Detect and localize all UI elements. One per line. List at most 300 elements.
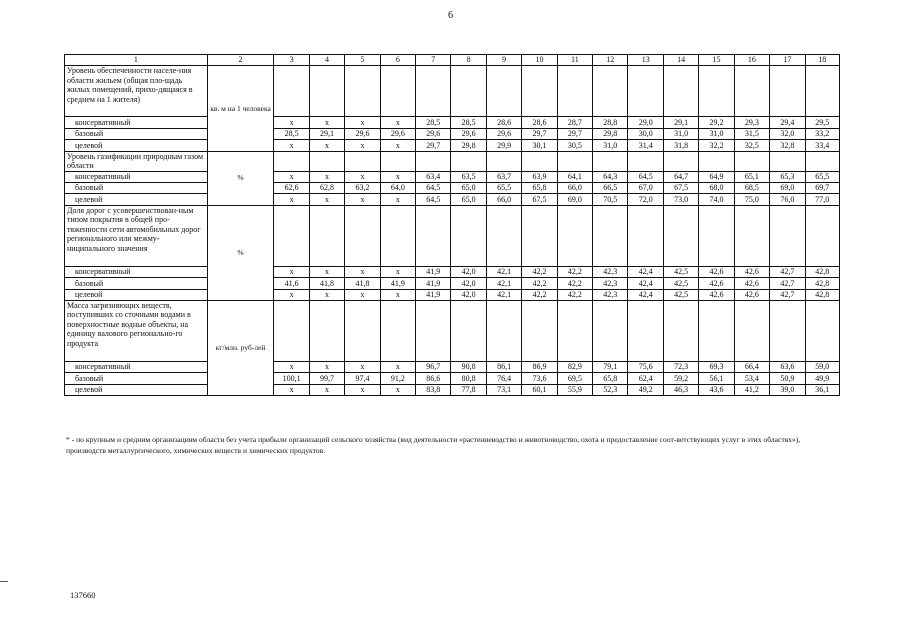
- value-cell: 63,5: [451, 171, 486, 182]
- value-cell: 42,0: [451, 266, 486, 277]
- scenario-label: базовый: [65, 373, 208, 384]
- value-cell: 46,3: [663, 384, 698, 395]
- empty-cell: [486, 300, 521, 361]
- value-cell: 64,3: [593, 171, 628, 182]
- value-cell: 65,3: [770, 171, 805, 182]
- empty-cell: [345, 205, 380, 266]
- value-cell: 91,2: [380, 373, 415, 384]
- empty-cell: [486, 151, 521, 171]
- column-header: 4: [309, 55, 344, 66]
- value-cell: 28,7: [557, 117, 592, 128]
- unit-cell: %: [207, 205, 274, 300]
- value-cell: 66,5: [593, 182, 628, 193]
- value-cell: 56,1: [699, 373, 734, 384]
- value-cell: 36,1: [805, 384, 839, 395]
- margin-mark: [0, 581, 8, 582]
- value-cell: 64,0: [380, 182, 415, 193]
- value-cell: 42,8: [805, 278, 839, 289]
- column-header: 6: [380, 55, 415, 66]
- column-header: 8: [451, 55, 486, 66]
- empty-cell: [699, 66, 734, 117]
- empty-cell: [770, 66, 805, 117]
- value-cell: 29,7: [416, 140, 451, 151]
- value-cell: 41,8: [309, 278, 344, 289]
- value-cell: 69,0: [770, 182, 805, 193]
- value-cell: 42,1: [486, 289, 521, 300]
- empty-cell: [557, 66, 592, 117]
- value-cell: 76,0: [770, 194, 805, 205]
- value-cell: 29,5: [805, 117, 839, 128]
- empty-cell: [557, 205, 592, 266]
- section-title-row: [65, 151, 840, 171]
- empty-cell: [416, 205, 451, 266]
- value-cell: 42,2: [557, 289, 592, 300]
- value-cell: 96,7: [416, 361, 451, 372]
- scenario-label: целевой: [65, 289, 208, 300]
- value-cell: 70,5: [593, 194, 628, 205]
- value-cell: 62,8: [309, 182, 344, 193]
- value-cell: 82,9: [557, 361, 592, 372]
- page-number: 6: [448, 10, 453, 21]
- value-cell: 59,2: [663, 373, 698, 384]
- empty-cell: [628, 300, 663, 361]
- value-cell: 31,5: [734, 128, 769, 139]
- empty-cell: [486, 205, 521, 266]
- value-cell: 77,0: [805, 194, 839, 205]
- value-cell: x: [274, 361, 309, 372]
- value-cell: 30,5: [557, 140, 592, 151]
- empty-cell: [522, 151, 557, 171]
- value-cell: 65,0: [451, 182, 486, 193]
- value-cell: 64,5: [628, 171, 663, 182]
- column-header: 2: [207, 55, 274, 66]
- column-header: 16: [734, 55, 769, 66]
- value-cell: 29,2: [699, 117, 734, 128]
- footnote: * - по крупным и средним организациям области без учета прибыли организаций сельского хозяйства (вид деятельности «растениеводство и животноводство, охота и предоставление соот-ветствующих услуг в этих областях»), производств металлургического, химических веществ и химических продуктов.: [66, 435, 801, 455]
- value-cell: 42,8: [805, 289, 839, 300]
- indicator-title: Масса загрязняющих веществ, поступивших со сточными водами в поверхностные водные объекты, на единицу валового регионально-го продукта: [65, 300, 208, 361]
- column-header: 12: [593, 55, 628, 66]
- empty-cell: [663, 66, 698, 117]
- scenario-label: целевой: [65, 194, 208, 205]
- unit-cell: %: [207, 151, 274, 205]
- value-cell: 28,6: [522, 117, 557, 128]
- value-cell: x: [380, 140, 415, 151]
- value-cell: 41,9: [416, 278, 451, 289]
- value-cell: 66,0: [486, 194, 521, 205]
- section-title-row: [65, 300, 840, 361]
- value-cell: 28,5: [416, 117, 451, 128]
- empty-cell: [663, 205, 698, 266]
- value-cell: x: [274, 194, 309, 205]
- value-cell: 69,7: [805, 182, 839, 193]
- value-cell: x: [309, 140, 344, 151]
- value-cell: x: [380, 361, 415, 372]
- value-cell: x: [309, 171, 344, 182]
- scenario-row: [65, 384, 840, 395]
- empty-cell: [734, 66, 769, 117]
- empty-cell: [416, 300, 451, 361]
- value-cell: 74,0: [699, 194, 734, 205]
- empty-cell: [805, 205, 839, 266]
- section-title-row: [65, 66, 840, 117]
- value-cell: 65,8: [522, 182, 557, 193]
- value-cell: 67,5: [522, 194, 557, 205]
- value-cell: 75,6: [628, 361, 663, 372]
- value-cell: 29,6: [486, 128, 521, 139]
- value-cell: 86,1: [486, 361, 521, 372]
- scenario-row: [65, 289, 840, 300]
- scenario-row: [65, 140, 840, 151]
- value-cell: x: [345, 384, 380, 395]
- value-cell: 90,8: [451, 361, 486, 372]
- empty-cell: [593, 205, 628, 266]
- value-cell: 68,5: [734, 182, 769, 193]
- value-cell: 42,5: [663, 278, 698, 289]
- column-header: 3: [274, 55, 309, 66]
- column-header: 10: [522, 55, 557, 66]
- value-cell: 99,7: [309, 373, 344, 384]
- value-cell: 42,2: [557, 266, 592, 277]
- scenario-row: [65, 278, 840, 289]
- scenario-row: [65, 361, 840, 372]
- indicator-title: Уровень газификации природным газом области: [65, 151, 208, 171]
- empty-cell: [593, 66, 628, 117]
- empty-cell: [805, 151, 839, 171]
- value-cell: x: [345, 289, 380, 300]
- value-cell: 32,5: [734, 140, 769, 151]
- empty-cell: [593, 300, 628, 361]
- column-header: 14: [663, 55, 698, 66]
- column-header: 18: [805, 55, 839, 66]
- value-cell: 72,0: [628, 194, 663, 205]
- value-cell: 55,9: [557, 384, 592, 395]
- value-cell: 41,9: [380, 278, 415, 289]
- value-cell: 42,8: [805, 266, 839, 277]
- value-cell: 42,2: [522, 266, 557, 277]
- value-cell: 41,8: [345, 278, 380, 289]
- scenario-row: [65, 128, 840, 139]
- empty-cell: [522, 66, 557, 117]
- scenario-label: базовый: [65, 278, 208, 289]
- value-cell: 42,6: [734, 266, 769, 277]
- value-cell: x: [345, 266, 380, 277]
- value-cell: 41,9: [416, 266, 451, 277]
- column-header: 1: [65, 55, 208, 66]
- value-cell: 42,6: [734, 278, 769, 289]
- scenario-row: [65, 117, 840, 128]
- value-cell: 59,0: [805, 361, 839, 372]
- scenario-label: консервативный: [65, 171, 208, 182]
- empty-cell: [309, 66, 344, 117]
- unit-cell: кг/млн. руб-лей: [207, 300, 274, 395]
- value-cell: 65,8: [593, 373, 628, 384]
- value-cell: 42,2: [522, 289, 557, 300]
- value-cell: x: [345, 140, 380, 151]
- empty-cell: [663, 300, 698, 361]
- value-cell: 42,3: [593, 266, 628, 277]
- value-cell: 42,5: [663, 289, 698, 300]
- value-cell: x: [380, 171, 415, 182]
- value-cell: 42,3: [593, 289, 628, 300]
- value-cell: 66,4: [734, 361, 769, 372]
- empty-cell: [345, 66, 380, 117]
- value-cell: 52,3: [593, 384, 628, 395]
- value-cell: 42,4: [628, 289, 663, 300]
- value-cell: 39,0: [770, 384, 805, 395]
- value-cell: 63,9: [522, 171, 557, 182]
- empty-cell: [805, 66, 839, 117]
- value-cell: 42,1: [486, 266, 521, 277]
- value-cell: 100,1: [274, 373, 309, 384]
- scenario-label: базовый: [65, 128, 208, 139]
- value-cell: 29,6: [451, 128, 486, 139]
- value-cell: 41,6: [274, 278, 309, 289]
- empty-cell: [416, 66, 451, 117]
- value-cell: 29,3: [734, 117, 769, 128]
- value-cell: 42,4: [628, 266, 663, 277]
- value-cell: 31,4: [628, 140, 663, 151]
- empty-cell: [593, 151, 628, 171]
- scenario-row: [65, 182, 840, 193]
- value-cell: 31,8: [663, 140, 698, 151]
- value-cell: 86,6: [416, 373, 451, 384]
- empty-cell: [416, 151, 451, 171]
- header-row: [65, 55, 840, 66]
- value-cell: 29,1: [663, 117, 698, 128]
- section-title-row: [65, 205, 840, 266]
- value-cell: 31,0: [699, 128, 734, 139]
- value-cell: x: [380, 266, 415, 277]
- value-cell: x: [380, 117, 415, 128]
- value-cell: 65,5: [805, 171, 839, 182]
- value-cell: 69,3: [699, 361, 734, 372]
- value-cell: 42,0: [451, 278, 486, 289]
- value-cell: 63,2: [345, 182, 380, 193]
- value-cell: x: [309, 266, 344, 277]
- value-cell: 28,5: [451, 117, 486, 128]
- value-cell: 42,7: [770, 266, 805, 277]
- value-cell: 30,1: [522, 140, 557, 151]
- value-cell: 73,0: [663, 194, 698, 205]
- value-cell: x: [380, 194, 415, 205]
- value-cell: 64,9: [699, 171, 734, 182]
- empty-cell: [451, 300, 486, 361]
- value-cell: 28,5: [274, 128, 309, 139]
- empty-cell: [628, 151, 663, 171]
- empty-cell: [770, 300, 805, 361]
- value-cell: 42,6: [699, 289, 734, 300]
- value-cell: 86,9: [522, 361, 557, 372]
- value-cell: 29,7: [557, 128, 592, 139]
- value-cell: 63,4: [416, 171, 451, 182]
- scenario-label: консервативный: [65, 117, 208, 128]
- value-cell: 53,4: [734, 373, 769, 384]
- value-cell: 67,0: [628, 182, 663, 193]
- empty-cell: [628, 66, 663, 117]
- empty-cell: [451, 205, 486, 266]
- value-cell: 64,5: [416, 182, 451, 193]
- empty-cell: [380, 151, 415, 171]
- value-cell: 83,8: [416, 384, 451, 395]
- value-cell: x: [309, 384, 344, 395]
- value-cell: 62,4: [628, 373, 663, 384]
- value-cell: 42,0: [451, 289, 486, 300]
- indicator-title: Уровень обеспеченности населе-ния области жильем (общая пло-щадь жилых помещений, прихо-дящаяся в среднем на 1 жителя): [65, 66, 208, 117]
- value-cell: 75,0: [734, 194, 769, 205]
- value-cell: 29,0: [628, 117, 663, 128]
- value-cell: x: [345, 171, 380, 182]
- column-header: 13: [628, 55, 663, 66]
- value-cell: 65,5: [486, 182, 521, 193]
- document-code: 137660: [70, 590, 96, 600]
- data-table: [64, 54, 840, 396]
- value-cell: 29,8: [451, 140, 486, 151]
- value-cell: x: [274, 171, 309, 182]
- value-cell: 29,1: [309, 128, 344, 139]
- value-cell: 64,1: [557, 171, 592, 182]
- empty-cell: [663, 151, 698, 171]
- scenario-label: целевой: [65, 384, 208, 395]
- column-header: 11: [557, 55, 592, 66]
- value-cell: x: [345, 194, 380, 205]
- value-cell: 49,9: [805, 373, 839, 384]
- value-cell: 79,1: [593, 361, 628, 372]
- value-cell: 72,3: [663, 361, 698, 372]
- value-cell: x: [274, 266, 309, 277]
- value-cell: 32,8: [770, 140, 805, 151]
- value-cell: 41,2: [734, 384, 769, 395]
- value-cell: x: [274, 140, 309, 151]
- empty-cell: [380, 300, 415, 361]
- value-cell: 42,6: [734, 289, 769, 300]
- value-cell: 42,4: [628, 278, 663, 289]
- value-cell: 42,1: [486, 278, 521, 289]
- value-cell: 43,6: [699, 384, 734, 395]
- empty-cell: [734, 205, 769, 266]
- value-cell: 29,7: [522, 128, 557, 139]
- empty-cell: [557, 300, 592, 361]
- value-cell: 69,0: [557, 194, 592, 205]
- value-cell: 42,6: [699, 278, 734, 289]
- empty-cell: [557, 151, 592, 171]
- value-cell: 32,2: [699, 140, 734, 151]
- value-cell: 29,8: [593, 128, 628, 139]
- value-cell: 60,1: [522, 384, 557, 395]
- value-cell: 42,5: [663, 266, 698, 277]
- empty-cell: [770, 151, 805, 171]
- empty-cell: [345, 300, 380, 361]
- value-cell: 65,0: [451, 194, 486, 205]
- empty-cell: [451, 151, 486, 171]
- value-cell: 67,5: [663, 182, 698, 193]
- value-cell: 42,2: [557, 278, 592, 289]
- value-cell: 64,5: [416, 194, 451, 205]
- empty-cell: [522, 300, 557, 361]
- empty-cell: [309, 151, 344, 171]
- empty-cell: [805, 300, 839, 361]
- value-cell: 29,6: [380, 128, 415, 139]
- value-cell: 29,6: [345, 128, 380, 139]
- empty-cell: [274, 205, 309, 266]
- value-cell: 80,8: [451, 373, 486, 384]
- value-cell: 64,7: [663, 171, 698, 182]
- column-header: 17: [770, 55, 805, 66]
- scenario-row: [65, 373, 840, 384]
- empty-cell: [380, 66, 415, 117]
- value-cell: 97,4: [345, 373, 380, 384]
- scenario-row: [65, 194, 840, 205]
- scenario-row: [65, 171, 840, 182]
- value-cell: x: [380, 289, 415, 300]
- value-cell: 42,3: [593, 278, 628, 289]
- value-cell: 30,0: [628, 128, 663, 139]
- empty-cell: [486, 66, 521, 117]
- empty-cell: [309, 300, 344, 361]
- value-cell: x: [345, 361, 380, 372]
- value-cell: 50,9: [770, 373, 805, 384]
- value-cell: x: [380, 384, 415, 395]
- value-cell: 29,6: [416, 128, 451, 139]
- value-cell: 28,8: [593, 117, 628, 128]
- empty-cell: [309, 205, 344, 266]
- empty-cell: [628, 205, 663, 266]
- column-header: 15: [699, 55, 734, 66]
- value-cell: 68,0: [699, 182, 734, 193]
- value-cell: 63,7: [486, 171, 521, 182]
- empty-cell: [734, 300, 769, 361]
- value-cell: 31,0: [593, 140, 628, 151]
- value-cell: 62,6: [274, 182, 309, 193]
- value-cell: 76,4: [486, 373, 521, 384]
- empty-cell: [734, 151, 769, 171]
- empty-cell: [451, 66, 486, 117]
- unit-cell: кв. м на 1 человека: [207, 66, 274, 151]
- value-cell: 73,6: [522, 373, 557, 384]
- value-cell: 31,0: [663, 128, 698, 139]
- empty-cell: [380, 205, 415, 266]
- empty-cell: [699, 205, 734, 266]
- indicator-title: Доля дорог с усовершенствован-ным типом покрытия в общей про-тяженности сети автомобильных дорог регионального или межму-ниципального значения: [65, 205, 208, 266]
- value-cell: 42,7: [770, 278, 805, 289]
- value-cell: 29,9: [486, 140, 521, 151]
- value-cell: 66,0: [557, 182, 592, 193]
- value-cell: 69,5: [557, 373, 592, 384]
- value-cell: x: [309, 117, 344, 128]
- scenario-label: консервативный: [65, 361, 208, 372]
- value-cell: 49,2: [628, 384, 663, 395]
- empty-cell: [274, 66, 309, 117]
- value-cell: 73,1: [486, 384, 521, 395]
- scenario-row: [65, 266, 840, 277]
- column-header: 5: [345, 55, 380, 66]
- empty-cell: [274, 300, 309, 361]
- value-cell: 63,6: [770, 361, 805, 372]
- value-cell: 42,6: [699, 266, 734, 277]
- value-cell: 65,1: [734, 171, 769, 182]
- column-header: 7: [416, 55, 451, 66]
- empty-cell: [522, 205, 557, 266]
- scenario-label: целевой: [65, 140, 208, 151]
- value-cell: 42,2: [522, 278, 557, 289]
- value-cell: 28,6: [486, 117, 521, 128]
- value-cell: x: [345, 117, 380, 128]
- value-cell: x: [309, 361, 344, 372]
- value-cell: 29,4: [770, 117, 805, 128]
- value-cell: 33,4: [805, 140, 839, 151]
- scenario-label: консервативный: [65, 266, 208, 277]
- value-cell: 41,9: [416, 289, 451, 300]
